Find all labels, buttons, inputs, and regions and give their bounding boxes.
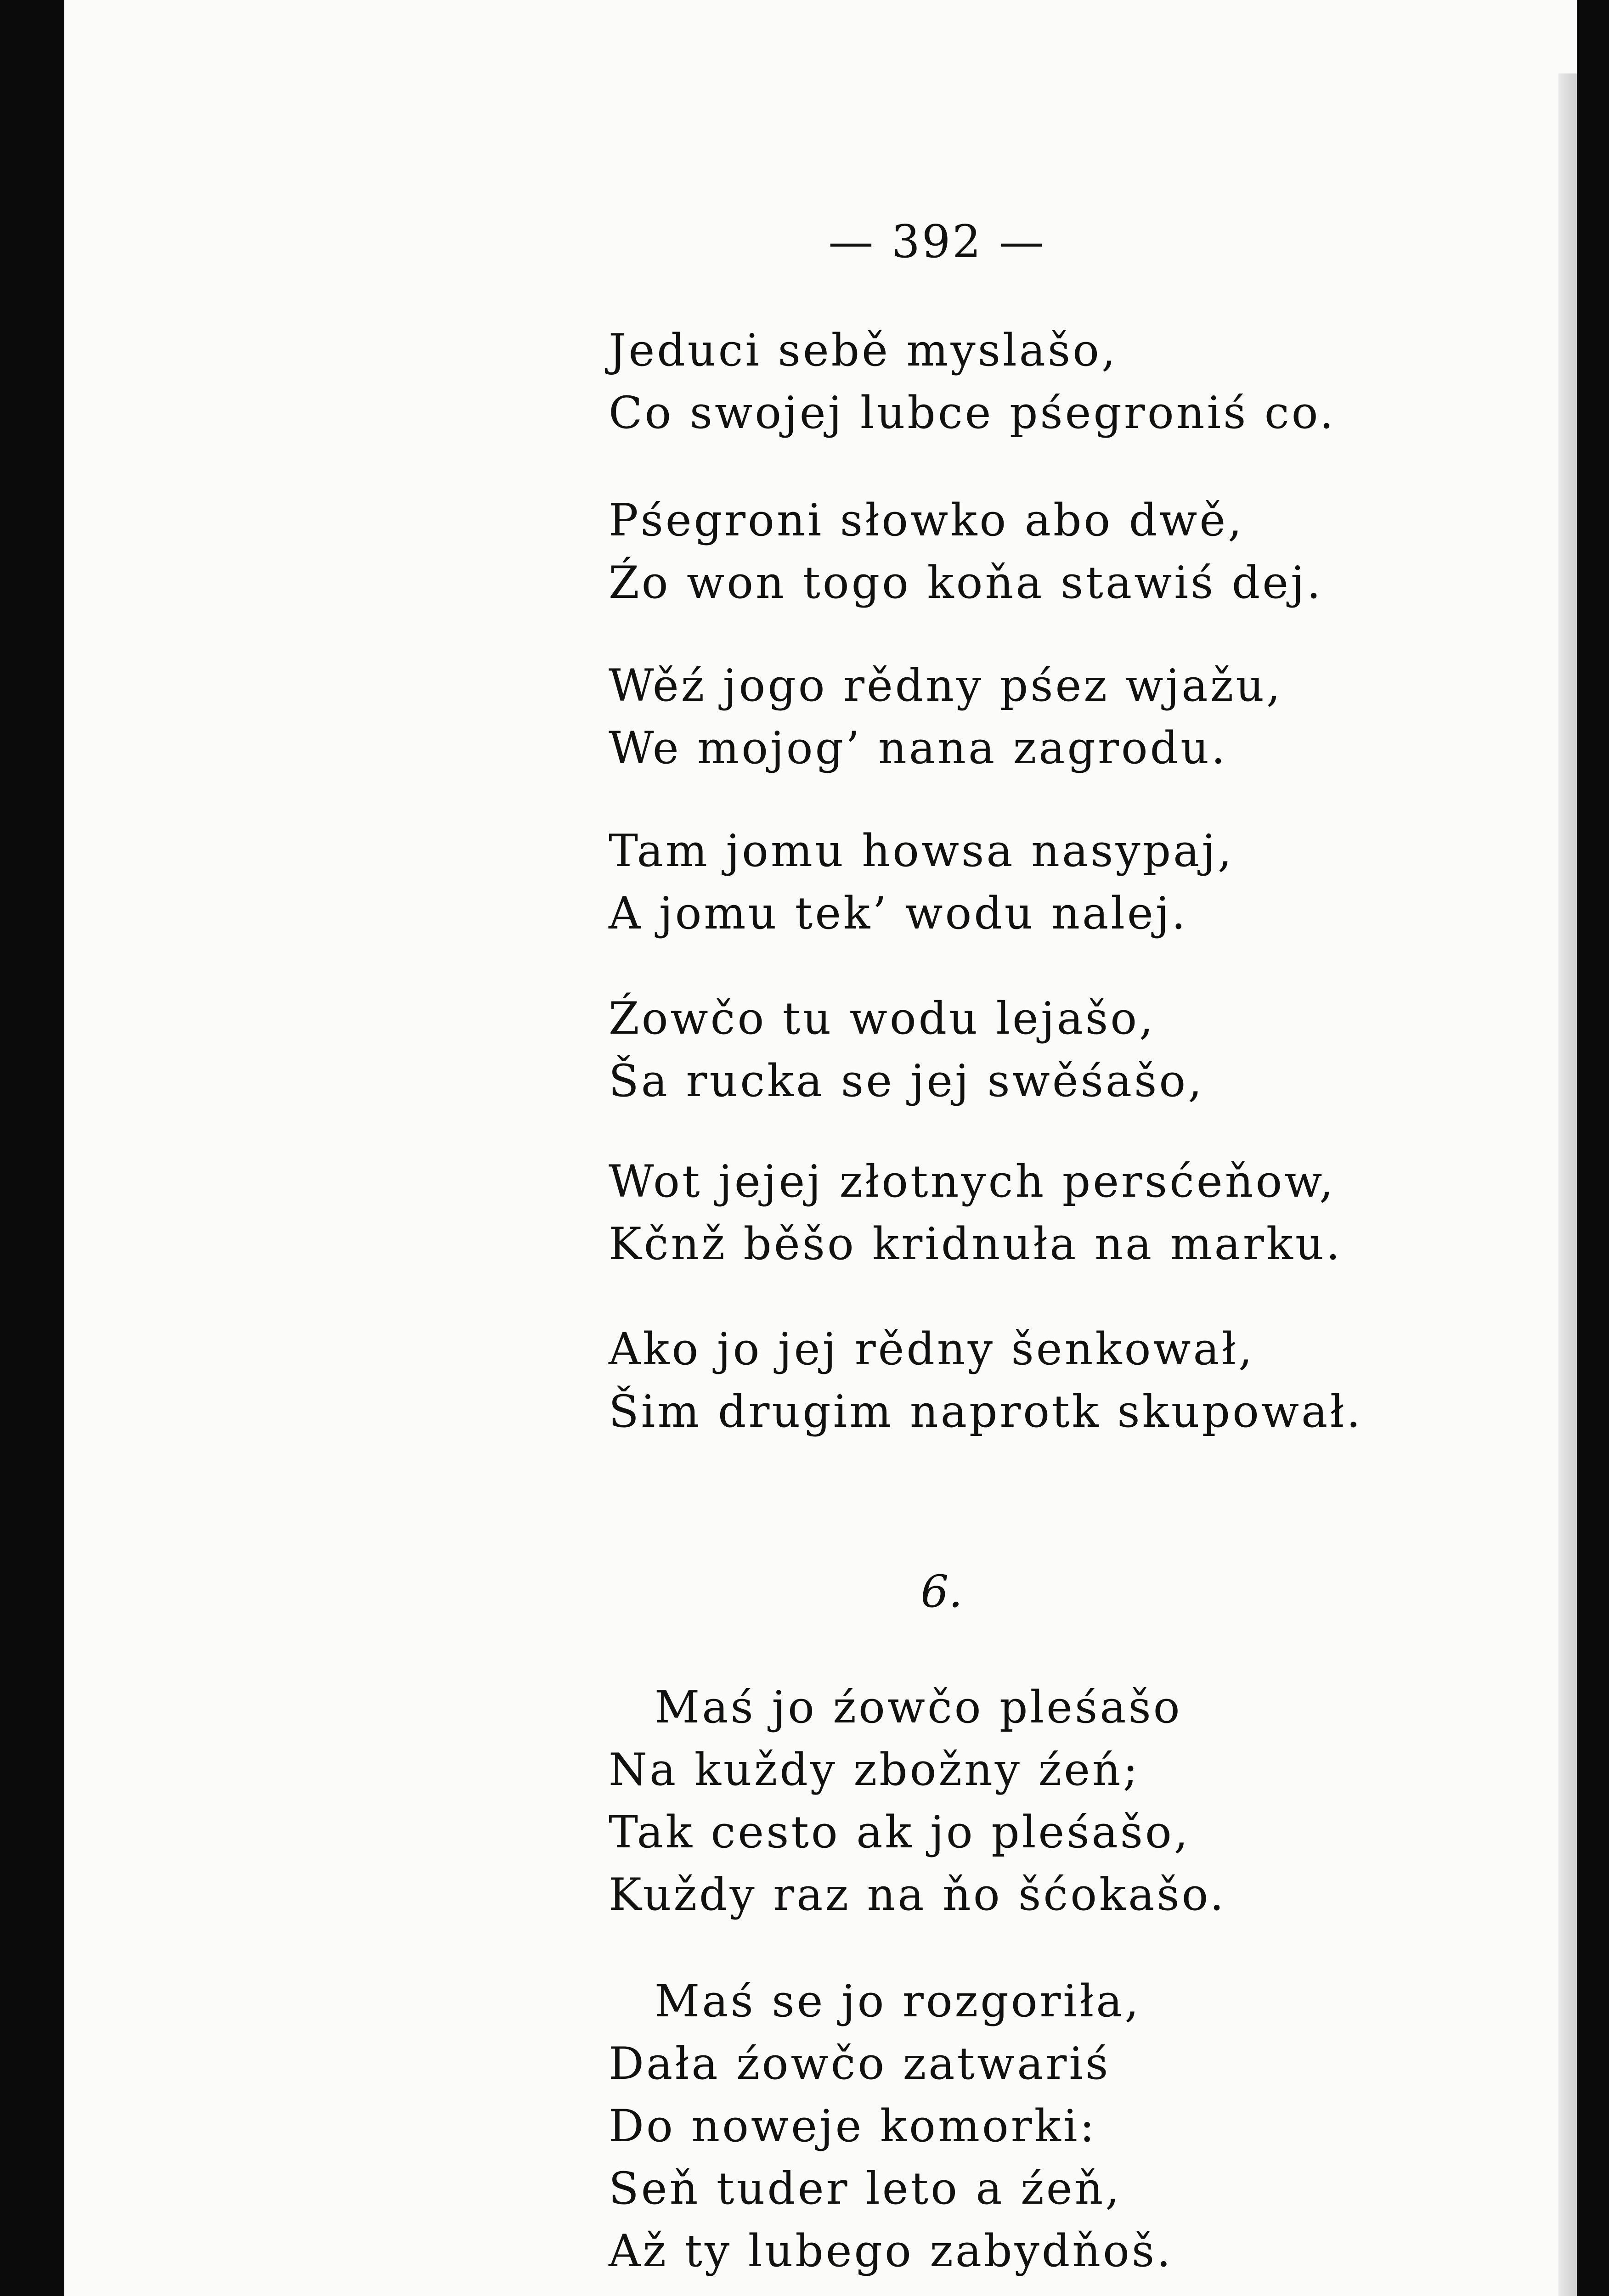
verse-line: Co swojej lubce pśegroniś co. bbox=[609, 387, 1336, 439]
stanza-4 bbox=[609, 820, 1481, 945]
verse-line: Źo won togo koňa stawiś dej. bbox=[609, 557, 1323, 608]
verse-line: Wěź jogo rědny pśez wjažu, bbox=[609, 660, 1283, 711]
verse-line: A jomu tek’ wodu nalej. bbox=[609, 888, 1188, 939]
scan-edge-right bbox=[1577, 0, 1609, 2296]
stanza-5 bbox=[609, 987, 1481, 1112]
stanza-7 bbox=[609, 1318, 1481, 1443]
stanza-8 bbox=[609, 1676, 1481, 1926]
verse-line: Seň tuder leto a źeň, bbox=[609, 2163, 1122, 2214]
verse-line: Šim drugim naprotk skupował. bbox=[609, 1386, 1363, 1437]
stanza-6 bbox=[609, 1150, 1481, 1275]
page-number: — 392 — bbox=[828, 216, 1046, 268]
section-number: 6. bbox=[920, 1566, 963, 1617]
verse-line: Na kuždy zbožny źeń; bbox=[609, 1744, 1140, 1795]
verse-line: Dała źowčo zatwariś bbox=[609, 2038, 1111, 2089]
verse-line: Kčnž běšo kridnuła na marku. bbox=[609, 1218, 1343, 1270]
stanza-9 bbox=[609, 1970, 1481, 2282]
stanza-1 bbox=[609, 319, 1481, 444]
stanza-3 bbox=[609, 654, 1481, 779]
page-edge-shadow bbox=[1558, 73, 1577, 2296]
verse-line: Kuždy raz na ňo šćokašo. bbox=[609, 1869, 1226, 1920]
scan-edge-left bbox=[0, 0, 64, 2296]
verse-line: Jeduci sebě myslašo, bbox=[609, 325, 1118, 376]
verse-line: Tam jomu howsa nasypaj, bbox=[609, 825, 1234, 877]
verse-line: Ako jo jej rědny šenkował, bbox=[609, 1323, 1255, 1375]
verse-line: Až ty lubego zabydňoš. bbox=[609, 2225, 1173, 2277]
verse-line: Pśegroni słowko abo dwě, bbox=[609, 495, 1244, 546]
verse-line: Do noweje komorki: bbox=[609, 2100, 1097, 2152]
verse-line: Tak cesto ak jo pleśašo, bbox=[609, 1806, 1191, 1858]
stanza-2 bbox=[609, 489, 1481, 614]
verse-line: Ša rucka se jej swěśašo, bbox=[609, 1055, 1204, 1107]
verse-line: We mojog’ nana zagrodu. bbox=[609, 722, 1228, 774]
verse-line: Maś se jo rozgoriła, bbox=[655, 1975, 1141, 2027]
verse-line: Maś jo źowčo pleśašo bbox=[655, 1682, 1182, 1733]
verse-line: Wot jejej złotnych persćeňow, bbox=[609, 1156, 1336, 1207]
verse-line: Źowčo tu wodu lejašo, bbox=[609, 993, 1156, 1044]
